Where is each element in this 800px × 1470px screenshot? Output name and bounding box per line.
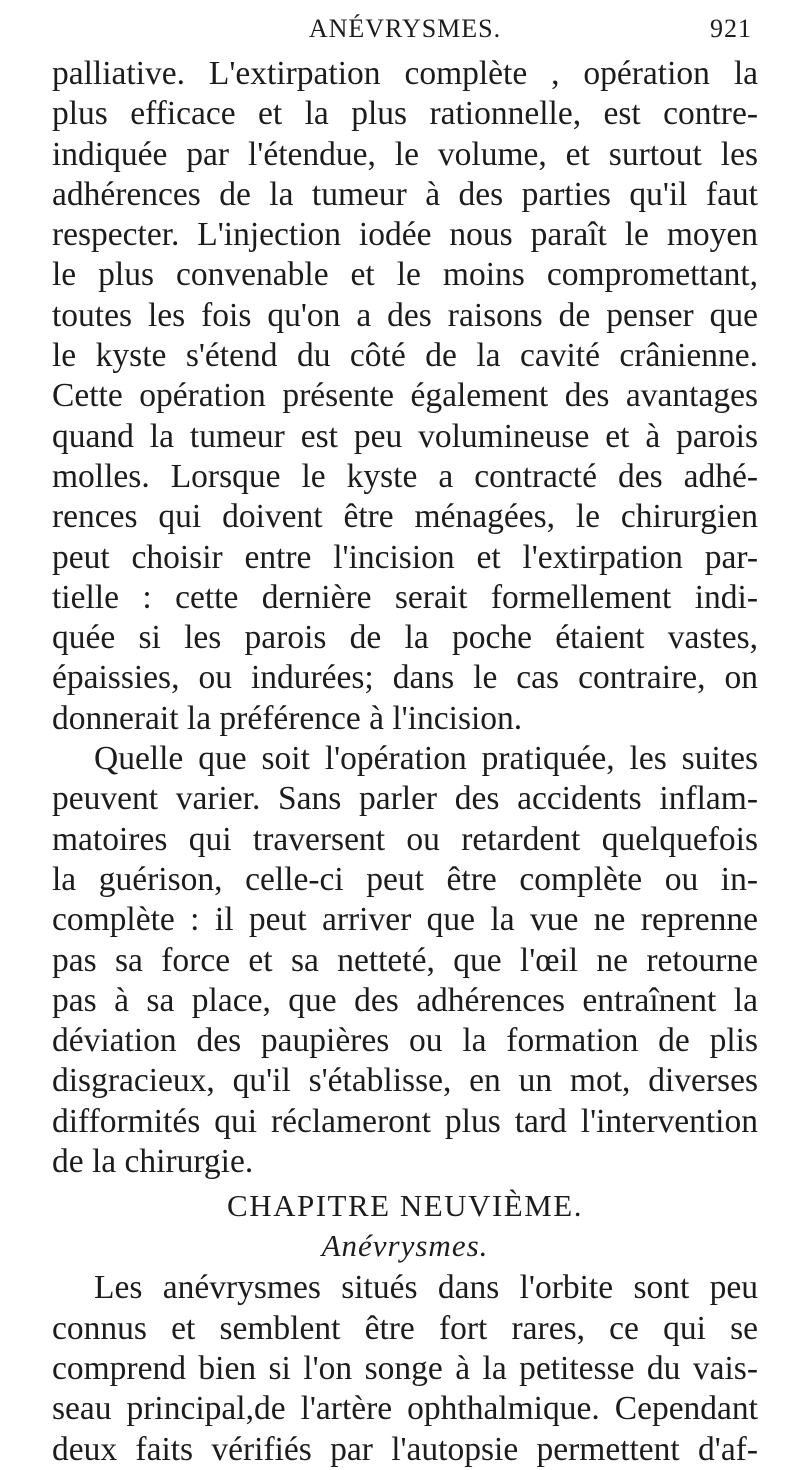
running-title: ANÉVRYSMES.: [308, 14, 502, 43]
text-line: connus et semblent être fort rares, ce qui se: [52, 1309, 758, 1347]
text-line: de la chirurgie.: [52, 1143, 254, 1181]
text-line: respecter. L'injection iodée nous paraît le moyen: [52, 216, 758, 254]
text-line: le plus convenable et le moins compromettant,: [52, 256, 758, 294]
text-line: rences qui doivent être ménagées, le chirurgien: [52, 498, 758, 536]
text-line: quand la tumeur est peu volumineuse et à parois: [52, 417, 758, 455]
text-line: palliative. L'extirpation complète , opération la: [52, 55, 758, 92]
text-line: matoires qui traversent ou retardent quelquefois: [52, 820, 758, 858]
paragraph-2: [52, 739, 758, 1182]
chapter-heading: CHAPITRE NEUVIÈME.: [227, 1188, 583, 1224]
text-line: donnerait la préférence à l'incision.: [52, 699, 523, 737]
text-line: pas à sa place, que des adhérences entraînent la: [52, 981, 758, 1019]
text-line: déviation des paupières ou la formation de plis: [52, 1022, 758, 1060]
paragraph-3: [52, 1268, 758, 1469]
text-line: deux faits vérifiés par l'autopsie permettent d'af-: [52, 1430, 758, 1468]
text-line: seau principal,de l'artère ophthalmique. Cependant: [52, 1390, 758, 1428]
text-line: la guérison, celle-ci peut être complète ou in-: [52, 860, 758, 898]
text-line: Quelle que soit l'opération pratiquée, les suites: [94, 740, 758, 778]
chapter-subtitle: Anévrysmes.: [321, 1228, 489, 1264]
text-line: quée si les parois de la poche étaient vastes,: [52, 619, 758, 657]
text-line: indiquée par l'étendue, le volume, et surtout les: [52, 135, 758, 173]
paragraph-1: [52, 54, 758, 739]
text-line: comprend bien si l'on songe à la petitesse du vais-: [52, 1349, 758, 1387]
running-head: [52, 14, 758, 54]
text-line: peuvent varier. Sans parler des accidents inflam-: [52, 780, 758, 818]
text-line: disgracieux, qu'il s'établisse, en un mot, diverses: [52, 1062, 758, 1100]
text-line: complète : il peut arriver que la vue ne reprenne: [52, 901, 758, 939]
text-line: tielle : cette dernière serait formellement indi-: [52, 578, 758, 616]
text-line: toutes les fois qu'on a des raisons de penser que: [52, 296, 758, 334]
text-line: molles. Lorsque le kyste a contracté des adhé-: [52, 457, 758, 495]
page-number: 921: [710, 14, 752, 43]
text-line: le kyste s'étend du côté de la cavité crânienne.: [52, 337, 758, 375]
text-line: Cette opération présente également des avantages: [52, 377, 758, 415]
text-line: peut choisir entre l'incision et l'extirpation par-: [52, 538, 758, 576]
text-line: Les anévrysmes situés dans l'orbite sont peu: [94, 1269, 758, 1307]
text-line: pas sa force et sa netteté, que l'œil ne retourne: [52, 941, 758, 979]
text-line: épaissies, ou indurées; dans le cas contraire, on: [52, 659, 758, 697]
text-line: difformités qui réclameront plus tard l'intervention: [52, 1102, 758, 1140]
text-line: adhérences de la tumeur à des parties qu'il faut: [52, 175, 758, 213]
text-line: plus efficace et la plus rationnelle, est contre-: [52, 95, 758, 133]
